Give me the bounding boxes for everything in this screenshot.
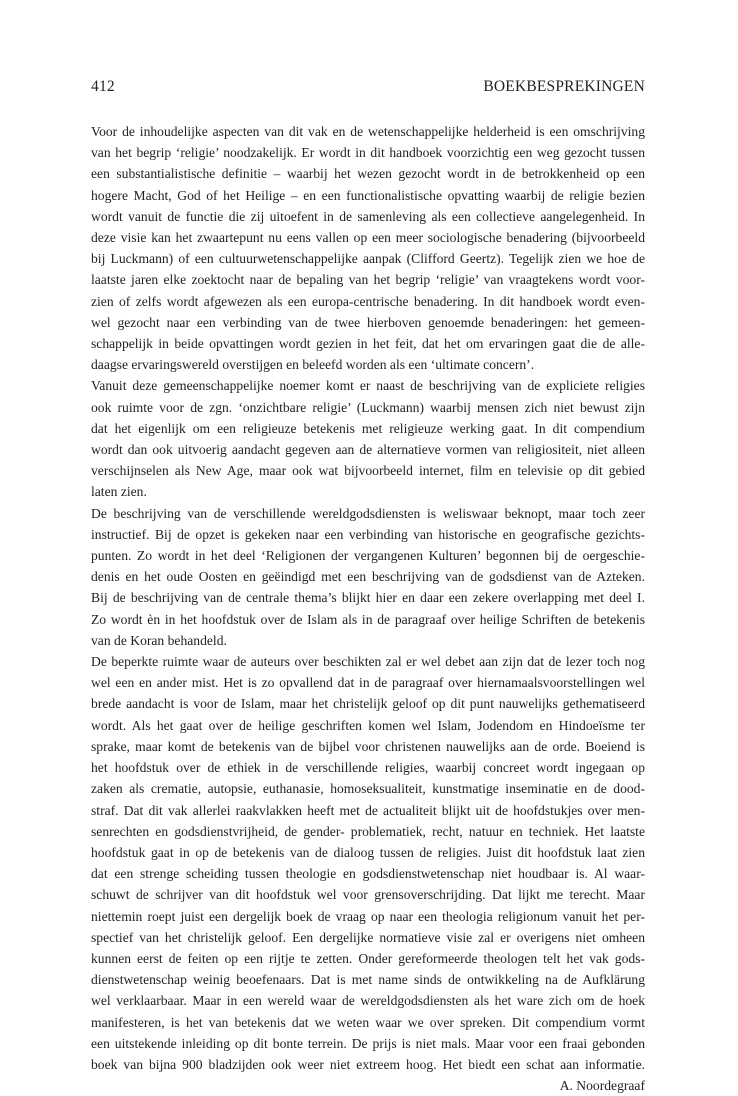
text-line: laten zien.	[91, 484, 147, 500]
text-line: niettemin roept juist een dergelijk boek de vraag op naar een theologia religionum vanuit het per-	[91, 908, 645, 924]
text-line: zien of zelfs wordt afgewezen als een europa-centrische benadering. In dit handboek wordt even-	[91, 293, 645, 309]
text-line: wel gezocht naar een verbinding van de twee hierboven genoemde benaderingen: het gemeen-	[91, 314, 645, 330]
text-line: wel een en ander mist. Het is zo opvallend dat in de paragraaf over hiernamaalsvoorstellingen wel	[91, 675, 645, 691]
text-line: boek van bijna 900 bladzijden ook weer niet extreem hoog. Het biedt een schat aan informatie.	[91, 1056, 645, 1072]
text-line: straf. Dat dit vak allerlei raakvlakken heeft met de actualiteit blijkt uit de hoofdstukjes over men-	[91, 802, 645, 818]
text-line: brede aandacht is voor de Islam, maar het christelijk geloof op dit punt nauwelijks gethematiseerd	[91, 696, 645, 712]
text-line: manifesteren, is het van betekenis dat we weten waar we over spreken. Dit compendium vormt	[91, 1014, 645, 1030]
text-line: wordt vanuit de functie die zij uitoefent in de samenleving als een collectieve aangelegenheid. In	[91, 208, 645, 224]
text-line: van het begrip ‘religie’ noodzakelijk. Er wordt in dit handboek voorzichtig een weg gezocht tussen	[91, 145, 645, 161]
text-line: een uitstekende inleiding op dit bonte terrein. De prijs is niet mals. Maar voor een fraai gebonden	[91, 1035, 645, 1051]
text-line: deze visie kan het zwaartepunt nu eens vallen op een meer sociologische benadering (bijvoorbeeld	[91, 230, 645, 246]
text-line: kunnen eerst de feiten op een rijtje te zetten. Onder gereformeerde theologen telt het vak gods-	[91, 950, 645, 966]
page-number: 412	[91, 78, 115, 95]
text-line: instructief. Bij de opzet is gekeken naar een verbinding van historische en geografische gezichts-	[91, 526, 645, 542]
text-line: wel verklaarbaar. Maar in een wereld waar de wereldgodsdiensten als het ware zich om de hoek	[91, 993, 645, 1009]
text-line: laatste jaren elke zoektocht naar de bepaling van het begrip ‘religie’ van vraagtekens wordt voor-	[91, 272, 645, 288]
text-line: Vanuit deze gemeenschappelijke noemer komt er naast de beschrijving van de expliciete religies	[91, 378, 645, 394]
text-line: denis en het oude Oosten en geëindigd met een beschrijving van de godsdienst van de Azteken.	[91, 569, 645, 585]
text-line: schuwt de schrijver van dit hoofdstuk wel voor grensoverschrijding. Dat lijkt me terecht. Maar	[91, 887, 645, 903]
text-line: schappelijk in beide opvattingen wordt gezien in het feit, dat het om ervaringen gaat die de alle-	[91, 336, 645, 352]
text-line: Zo wordt èn in het hoofdstuk over de Islam als in de paragraaf over heilige Schriften de betekenis	[91, 611, 645, 627]
text-line: punten. Zo wordt in het deel ‘Religionen der vergangenen Kulturen’ begonnen bij de oergeschie-	[91, 548, 645, 564]
text-line: Voor de inhoudelijke aspecten van dit vak en de wetenschappelijke helderheid is een omschrijving	[91, 124, 645, 139]
text-line: ook ruimte voor de zgn. ‘onzichtbare religie’ (Luckmann) waarbij mensen zich niet bewust zijn	[91, 399, 645, 415]
text-line: daagse ervaringswereld overstijgen en beleefd worden als een ‘ultimate concern’.	[91, 357, 535, 373]
text-line: bij Luckmann) of een cultuurwetenschappelijke aanpak (Clifford Geertz). Tegelijk zien we hoe de	[91, 251, 645, 267]
text-line: sprake, maar komt de betekenis van de bijbel voor christenen nauwelijks aan de orde. Boeiend is	[91, 738, 645, 754]
text-line: spectief van het christelijk geloof. Een dergelijke normatieve visie zal er overigens niet omheen	[91, 929, 645, 945]
text-line: De beperkte ruimte waar de auteurs over beschikten zal er wel debet aan zijn dat de lezer toch nog	[91, 654, 645, 670]
section-title: BOEKBESPREKINGEN	[483, 78, 645, 95]
text-line: van de Koran behandeld.	[91, 632, 227, 648]
text-line: De beschrijving van de verschillende wereldgodsdiensten is weliswaar beknopt, maar toch zeer	[91, 505, 645, 521]
review-body-text	[91, 121, 645, 1096]
text-line: senrechten en godsdienstvrijheid, de gender- problematiek, recht, natuur en techniek. Het laatste	[91, 823, 645, 839]
text-line: wordt. Als het gaat over de heilige geschriften komen wel Islam, Jodendom en Hindoeïsme ter	[91, 717, 645, 733]
text-line: dat een strenge scheiding tussen theologie en godsdienstwetenschap niet houdbaar is. Al waar-	[91, 866, 645, 882]
text-line: het hoofdstuk over de ethiek in de verschillende religies, waarbij concreet wordt ingegaan op	[91, 760, 645, 776]
reviewer-signature: A. Noordegraaf	[559, 1078, 645, 1094]
text-line: Bij de beschrijving van de centrale thema’s blijkt hier en daar een zekere overlapping met deel I.	[91, 590, 645, 606]
text-line: dienstwetenschap weinig beoefenaars. Dat is met name sinds de ontwikkeling na de Aufklärung	[91, 972, 645, 988]
text-line: hoofdstuk gaat in op de betekenis van de dialoog tussen de religies. Juist dit hoofdstuk laat zien	[91, 844, 645, 860]
text-line: wordt dan ook uitvoerig aandacht gegeven aan de alternatieve vormen van religiositeit, niet alleen	[91, 442, 645, 458]
text-line: zaken als crematie, autopsie, euthanasie, homoseksualiteit, kunstmatige inseminatie en de dood-	[91, 781, 645, 797]
running-head	[91, 78, 645, 96]
text-line: dat het eigenlijk om een religieuze betekenis met religieuze werking gaat. In dit compendium	[91, 420, 645, 436]
text-line: een substantialistische definitie – waarbij het wezen gezocht wordt in de betrokkenheid op een	[91, 166, 645, 182]
text-line: verschijnselen als New Age, maar ook wat bijvoorbeeld internet, film en televisie op dit gebied	[91, 463, 645, 479]
text-line: hogere Macht, God of het Heilige – en een functionalistische opvatting waarbij de religie bezien	[91, 187, 645, 203]
